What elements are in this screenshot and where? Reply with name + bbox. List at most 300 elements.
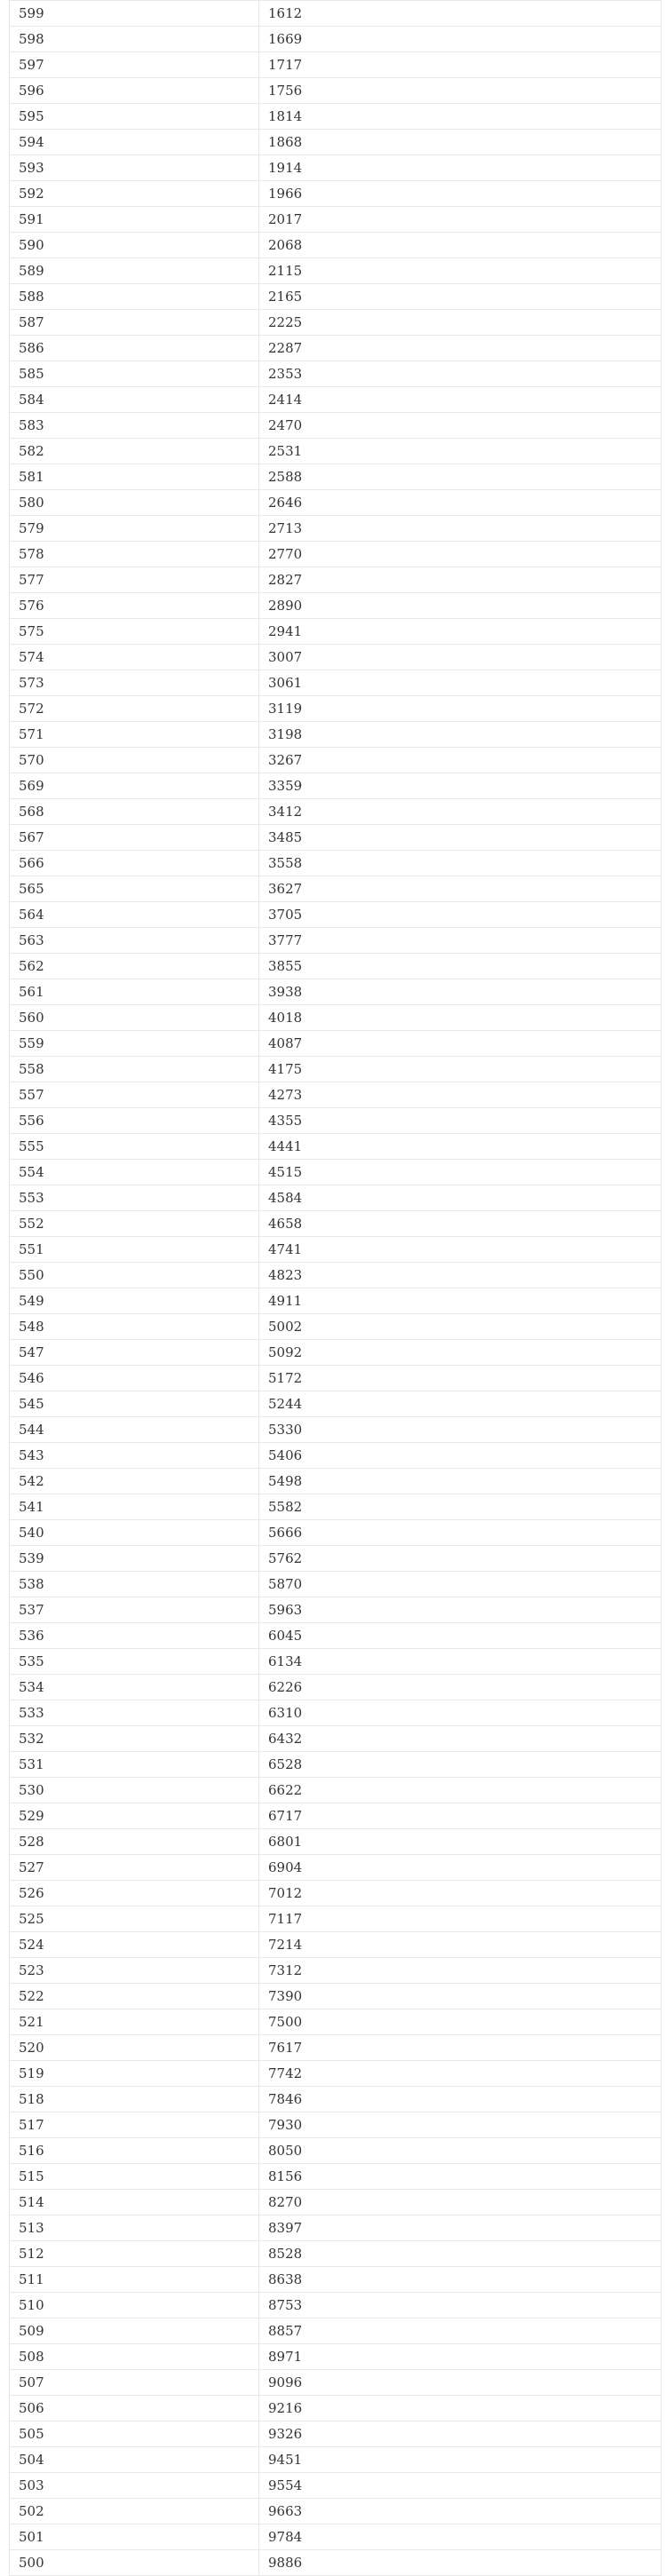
table-row [10,1932,662,1958]
cumulative-count-cell: 5498 [259,1469,662,1494]
table-row [10,773,662,799]
cumulative-count-cell: 9886 [259,2550,662,2576]
cumulative-count-cell: 3119 [259,696,662,722]
score-cell: 566 [10,851,259,876]
table-row [10,2138,662,2164]
table-row [10,2499,662,2524]
score-cell: 506 [10,2396,259,2421]
table-row [10,2009,662,2035]
cumulative-count-cell: 2827 [259,567,662,593]
table-row [10,1494,662,1520]
cumulative-count-cell: 1914 [259,155,662,181]
score-cell: 538 [10,1572,259,1597]
table-row [10,2061,662,2087]
cumulative-count-cell: 5666 [259,1520,662,1546]
table-row [10,2370,662,2396]
score-cell: 599 [10,1,259,27]
score-cell: 540 [10,1520,259,1546]
table-row [10,1906,662,1932]
table-row [10,1520,662,1546]
cumulative-count-cell: 2353 [259,361,662,387]
cumulative-count-cell: 6134 [259,1649,662,1675]
table-row [10,1031,662,1057]
score-cell: 575 [10,619,259,645]
table-row [10,387,662,413]
cumulative-count-cell: 9451 [259,2447,662,2473]
table-row [10,516,662,542]
score-cell: 573 [10,670,259,696]
score-cell: 515 [10,2164,259,2190]
score-cell: 509 [10,2318,259,2344]
score-cell: 559 [10,1031,259,1057]
score-cell: 513 [10,2215,259,2241]
table-row [10,2344,662,2370]
table-row [10,2524,662,2550]
score-cell: 553 [10,1185,259,1211]
score-cell: 581 [10,464,259,490]
cumulative-count-cell: 7214 [259,1932,662,1958]
cumulative-count-cell: 4087 [259,1031,662,1057]
table-row [10,1803,662,1829]
cumulative-count-cell: 3627 [259,876,662,902]
cumulative-count-cell: 2531 [259,439,662,464]
score-cell: 556 [10,1108,259,1134]
table-row [10,619,662,645]
score-cell: 558 [10,1057,259,1082]
table-row [10,1881,662,1906]
score-cell: 595 [10,104,259,130]
score-cell: 505 [10,2421,259,2447]
cumulative-count-cell: 7930 [259,2112,662,2138]
score-cell: 502 [10,2499,259,2524]
score-cell: 549 [10,1288,259,1314]
table-row [10,1469,662,1494]
score-cell: 561 [10,979,259,1005]
cumulative-count-cell: 3777 [259,928,662,954]
cumulative-count-cell: 4658 [259,1211,662,1237]
table-row [10,2447,662,2473]
score-cell: 530 [10,1778,259,1803]
table-row [10,130,662,155]
cumulative-count-cell: 4741 [259,1237,662,1263]
cumulative-count-cell: 6045 [259,1623,662,1649]
cumulative-count-cell: 4515 [259,1160,662,1185]
score-cell: 547 [10,1340,259,1366]
cumulative-count-cell: 2470 [259,413,662,439]
score-cell: 504 [10,2447,259,2473]
score-cell: 550 [10,1263,259,1288]
table-row [10,2215,662,2241]
table-row [10,2112,662,2138]
score-cell: 552 [10,1211,259,1237]
cumulative-count-cell: 3705 [259,902,662,928]
table-row [10,2550,662,2576]
table-row [10,825,662,851]
score-cell: 543 [10,1443,259,1469]
table-row [10,1958,662,1984]
score-cell: 594 [10,130,259,155]
score-cell: 514 [10,2190,259,2215]
cumulative-count-cell: 5172 [259,1366,662,1391]
cumulative-count-cell: 5092 [259,1340,662,1366]
table-row [10,1314,662,1340]
score-rank-table [9,0,662,2576]
cumulative-count-cell: 7742 [259,2061,662,2087]
cumulative-count-cell: 7500 [259,2009,662,2035]
table-row [10,284,662,310]
score-cell: 574 [10,645,259,670]
table-row [10,207,662,233]
table-row [10,2293,662,2318]
cumulative-count-cell: 7117 [259,1906,662,1932]
score-cell: 524 [10,1932,259,1958]
table-row [10,2396,662,2421]
table-row [10,336,662,361]
score-cell: 551 [10,1237,259,1263]
table-row [10,902,662,928]
table-row [10,1726,662,1752]
cumulative-count-cell: 1966 [259,181,662,207]
score-cell: 537 [10,1597,259,1623]
cumulative-count-cell: 6622 [259,1778,662,1803]
table-row [10,928,662,954]
cumulative-count-cell: 4018 [259,1005,662,1031]
table-row [10,361,662,387]
table-row [10,1366,662,1391]
score-cell: 544 [10,1417,259,1443]
table-row [10,1855,662,1881]
table-row [10,2267,662,2293]
table-row [10,104,662,130]
cumulative-count-cell: 6717 [259,1803,662,1829]
cumulative-count-cell: 8050 [259,2138,662,2164]
cumulative-count-cell: 7312 [259,1958,662,1984]
cumulative-count-cell: 9784 [259,2524,662,2550]
score-cell: 554 [10,1160,259,1185]
table-row [10,2035,662,2061]
score-cell: 535 [10,1649,259,1675]
table-row [10,1057,662,1082]
score-cell: 560 [10,1005,259,1031]
table-row [10,1,662,27]
table-row [10,1649,662,1675]
table-row [10,2164,662,2190]
cumulative-count-cell: 8971 [259,2344,662,2370]
cumulative-count-cell: 5330 [259,1417,662,1443]
cumulative-count-cell: 2115 [259,258,662,284]
cumulative-count-cell: 6226 [259,1675,662,1700]
cumulative-count-cell: 1814 [259,104,662,130]
score-cell: 542 [10,1469,259,1494]
score-cell: 577 [10,567,259,593]
table-row [10,567,662,593]
score-cell: 562 [10,954,259,979]
score-cell: 546 [10,1366,259,1391]
score-cell: 517 [10,2112,259,2138]
cumulative-count-cell: 8857 [259,2318,662,2344]
table-row [10,851,662,876]
cumulative-count-cell: 3412 [259,799,662,825]
table-row [10,27,662,52]
cumulative-count-cell: 5762 [259,1546,662,1572]
cumulative-count-cell: 2414 [259,387,662,413]
table-row [10,258,662,284]
cumulative-count-cell: 2770 [259,542,662,567]
cumulative-count-cell: 2588 [259,464,662,490]
score-cell: 522 [10,1984,259,2009]
table-row [10,542,662,567]
score-cell: 565 [10,876,259,902]
table-row [10,799,662,825]
table-row [10,464,662,490]
score-cell: 568 [10,799,259,825]
cumulative-count-cell: 1669 [259,27,662,52]
cumulative-count-cell: 6801 [259,1829,662,1855]
table-row [10,1391,662,1417]
score-cell: 578 [10,542,259,567]
cumulative-count-cell: 3938 [259,979,662,1005]
cumulative-count-cell: 2165 [259,284,662,310]
table-row [10,2473,662,2499]
cumulative-count-cell: 7390 [259,1984,662,2009]
cumulative-count-cell: 3359 [259,773,662,799]
cumulative-count-cell: 1756 [259,78,662,104]
table-row [10,1597,662,1623]
table-row [10,52,662,78]
cumulative-count-cell: 2287 [259,336,662,361]
score-cell: 501 [10,2524,259,2550]
table-row [10,1417,662,1443]
table-row [10,1288,662,1314]
cumulative-count-cell: 5244 [259,1391,662,1417]
score-cell: 531 [10,1752,259,1778]
table-row [10,670,662,696]
table-row [10,1778,662,1803]
score-cell: 583 [10,413,259,439]
cumulative-count-cell: 3061 [259,670,662,696]
cumulative-count-cell: 6432 [259,1726,662,1752]
table-row [10,748,662,773]
cumulative-count-cell: 5582 [259,1494,662,1520]
table-row [10,2190,662,2215]
score-cell: 576 [10,593,259,619]
score-cell: 500 [10,2550,259,2576]
score-cell: 523 [10,1958,259,1984]
score-cell: 596 [10,78,259,104]
score-cell: 512 [10,2241,259,2267]
cumulative-count-cell: 8638 [259,2267,662,2293]
table-row [10,1700,662,1726]
cumulative-count-cell: 1612 [259,1,662,27]
score-cell: 534 [10,1675,259,1700]
score-cell: 516 [10,2138,259,2164]
table-row [10,1211,662,1237]
score-cell: 564 [10,902,259,928]
table-row [10,1829,662,1855]
cumulative-count-cell: 7846 [259,2087,662,2112]
score-cell: 589 [10,258,259,284]
table-row [10,490,662,516]
table-container [9,0,661,2576]
table-row [10,78,662,104]
score-cell: 570 [10,748,259,773]
cumulative-count-cell: 3007 [259,645,662,670]
cumulative-count-cell: 9216 [259,2396,662,2421]
table-row [10,2087,662,2112]
score-cell: 539 [10,1546,259,1572]
cumulative-count-cell: 4911 [259,1288,662,1314]
score-cell: 580 [10,490,259,516]
score-cell: 579 [10,516,259,542]
cumulative-count-cell: 9554 [259,2473,662,2499]
score-cell: 533 [10,1700,259,1726]
cumulative-count-cell: 3485 [259,825,662,851]
score-cell: 590 [10,233,259,258]
score-cell: 585 [10,361,259,387]
score-cell: 503 [10,2473,259,2499]
table-row [10,1443,662,1469]
table-row [10,1340,662,1366]
score-cell: 510 [10,2293,259,2318]
table-row [10,1237,662,1263]
score-cell: 598 [10,27,259,52]
table-row [10,1134,662,1160]
cumulative-count-cell: 3198 [259,722,662,748]
score-cell: 536 [10,1623,259,1649]
score-cell: 507 [10,2370,259,2396]
score-cell: 569 [10,773,259,799]
table-body [10,1,662,2576]
cumulative-count-cell: 4175 [259,1057,662,1082]
score-cell: 587 [10,310,259,336]
cumulative-count-cell: 5963 [259,1597,662,1623]
score-cell: 555 [10,1134,259,1160]
score-cell: 541 [10,1494,259,1520]
score-cell: 532 [10,1726,259,1752]
cumulative-count-cell: 6904 [259,1855,662,1881]
cumulative-count-cell: 4823 [259,1263,662,1288]
table-row [10,1546,662,1572]
score-cell: 527 [10,1855,259,1881]
table-row [10,696,662,722]
cumulative-count-cell: 2646 [259,490,662,516]
score-cell: 582 [10,439,259,464]
cumulative-count-cell: 7012 [259,1881,662,1906]
table-row [10,233,662,258]
score-cell: 548 [10,1314,259,1340]
score-cell: 526 [10,1881,259,1906]
table-row [10,876,662,902]
score-cell: 545 [10,1391,259,1417]
cumulative-count-cell: 5002 [259,1314,662,1340]
score-cell: 519 [10,2061,259,2087]
score-cell: 591 [10,207,259,233]
score-cell: 588 [10,284,259,310]
table-row [10,413,662,439]
table-row [10,593,662,619]
score-cell: 557 [10,1082,259,1108]
cumulative-count-cell: 8397 [259,2215,662,2241]
table-row [10,1082,662,1108]
cumulative-count-cell: 1717 [259,52,662,78]
table-row [10,181,662,207]
table-row [10,1675,662,1700]
score-cell: 563 [10,928,259,954]
table-row [10,722,662,748]
table-row [10,1752,662,1778]
table-row [10,1984,662,2009]
score-cell: 525 [10,1906,259,1932]
cumulative-count-cell: 8528 [259,2241,662,2267]
score-cell: 567 [10,825,259,851]
score-cell: 592 [10,181,259,207]
cumulative-count-cell: 3558 [259,851,662,876]
table-row [10,439,662,464]
cumulative-count-cell: 3267 [259,748,662,773]
score-cell: 586 [10,336,259,361]
score-cell: 521 [10,2009,259,2035]
cumulative-count-cell: 4355 [259,1108,662,1134]
cumulative-count-cell: 8753 [259,2293,662,2318]
cumulative-count-cell: 8270 [259,2190,662,2215]
table-row [10,2421,662,2447]
table-row [10,310,662,336]
table-row [10,954,662,979]
cumulative-count-cell: 2068 [259,233,662,258]
score-cell: 520 [10,2035,259,2061]
table-row [10,1623,662,1649]
cumulative-count-cell: 5406 [259,1443,662,1469]
table-row [10,1263,662,1288]
cumulative-count-cell: 6528 [259,1752,662,1778]
table-row [10,1160,662,1185]
score-cell: 572 [10,696,259,722]
cumulative-count-cell: 4584 [259,1185,662,1211]
score-cell: 528 [10,1829,259,1855]
score-cell: 593 [10,155,259,181]
cumulative-count-cell: 8156 [259,2164,662,2190]
cumulative-count-cell: 9326 [259,2421,662,2447]
table-row [10,1185,662,1211]
score-cell: 508 [10,2344,259,2370]
score-cell: 584 [10,387,259,413]
cumulative-count-cell: 2225 [259,310,662,336]
table-row [10,2241,662,2267]
table-row [10,1572,662,1597]
table-row [10,645,662,670]
cumulative-count-cell: 9096 [259,2370,662,2396]
table-row [10,1005,662,1031]
cumulative-count-cell: 1868 [259,130,662,155]
score-cell: 518 [10,2087,259,2112]
table-row [10,1108,662,1134]
table-row [10,2318,662,2344]
cumulative-count-cell: 4441 [259,1134,662,1160]
cumulative-count-cell: 4273 [259,1082,662,1108]
cumulative-count-cell: 2941 [259,619,662,645]
score-cell: 571 [10,722,259,748]
table-row [10,155,662,181]
cumulative-count-cell: 7617 [259,2035,662,2061]
cumulative-count-cell: 9663 [259,2499,662,2524]
cumulative-count-cell: 2017 [259,207,662,233]
score-cell: 511 [10,2267,259,2293]
table-row [10,979,662,1005]
score-cell: 529 [10,1803,259,1829]
cumulative-count-cell: 5870 [259,1572,662,1597]
cumulative-count-cell: 2890 [259,593,662,619]
cumulative-count-cell: 2713 [259,516,662,542]
